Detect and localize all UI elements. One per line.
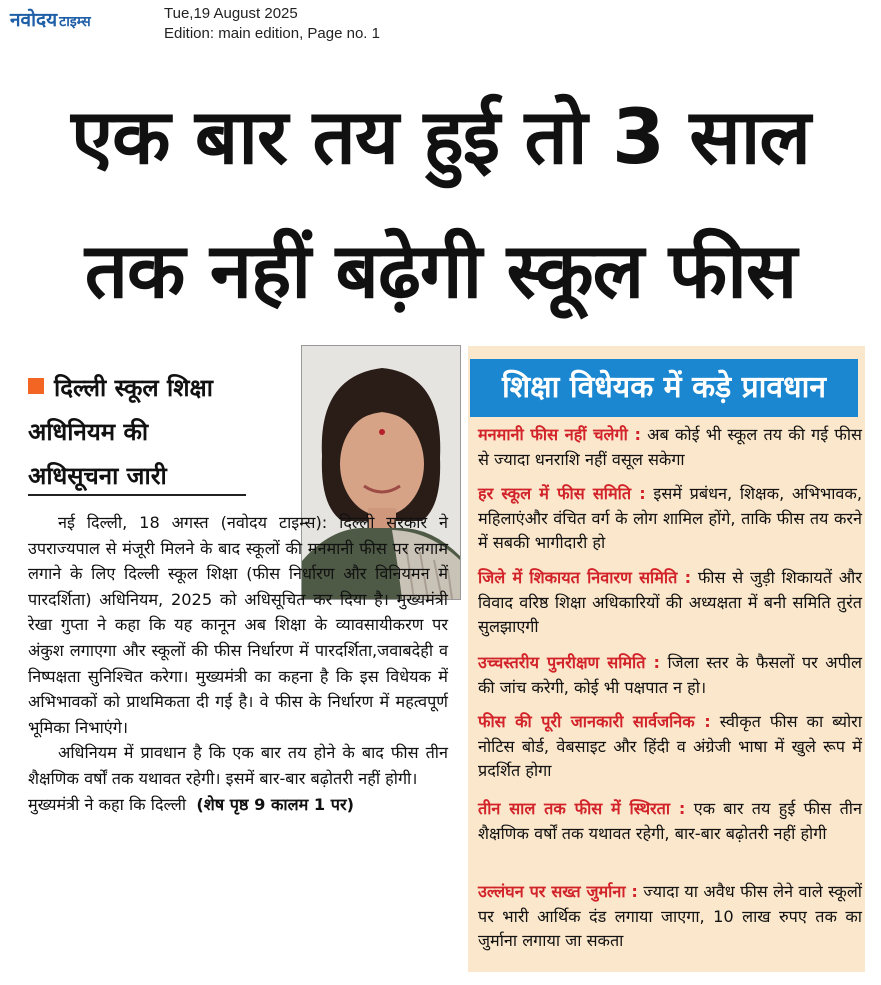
provision-label: फीस की पूरी जानकारी सार्वजनिक : bbox=[478, 712, 711, 731]
logo-sub-text: टाइम्स bbox=[59, 14, 91, 30]
headline-line-1: एक बार तय हुई तो 3 साल bbox=[71, 92, 810, 181]
provision-text: अब कोई भी स्कूल तय की गई फीस से ज्यादा धनराशि नहीं वसूल सकेगा bbox=[478, 425, 862, 469]
provision-text: जिला स्तर के फैसलों पर अपील की जांच करेगी, कोई भी पक्षपात न हो। bbox=[478, 653, 862, 697]
provision-item bbox=[478, 797, 862, 846]
issue-date: Tue,19 August 2025 bbox=[164, 5, 298, 22]
article-paragraph: अधिनियम में प्रावधान है कि एक बार तय होने के बाद फीस तीन शैक्षणिक वर्षों तक यथावत रहेगी। इसमें बार-बार बढ़ोतरी नहीं होगी। bbox=[28, 743, 448, 788]
subheadline-line-1: दिल्ली स्कूल शिक्षा bbox=[54, 374, 213, 402]
provision-item bbox=[478, 482, 862, 556]
provision-label: हर स्कूल में फीस समिति : bbox=[478, 484, 646, 503]
provision-text: इसमें प्रबंधन, शिक्षक, अभिभावक, महिलाएंऔर वंचित वर्ग के लोग शामिल होंगे, ताकि फीस तय करने में सबकी भागीदारी हो bbox=[478, 484, 862, 553]
edition-page: Edition: main edition, Page no. 1 bbox=[164, 25, 380, 42]
provision-text: ज्यादा या अवैध फीस लेने वाले स्कूलों पर भारी आर्थिक दंड लगाया जाएगा, 10 लाख रुपए तक का जुर्माना लगाया जा सकता bbox=[478, 882, 862, 951]
article-body bbox=[28, 510, 448, 817]
headline-line-2: तक नहीं बढ़ेगी स्कूल फीस bbox=[84, 226, 797, 315]
article-paragraph: नई दिल्ली, 18 अगस्त (नवोदय टाइम्स): दिल्ली सरकार ने उपराज्यपाल से मंजूरी मिलने के बाद स्कूलों की मनमानी फीस पर लगाम लगाने के लिए दिल्ली स्कूल शिक्षा (फीस निर्धारण और विनियमन में पारदर्शिता) अधिनियम, 2025 को अधिसूचित कर दिया है। मुख्यमंत्री रेखा गुप्ता ने कहा कि यह कानून अब शिक्षा के व्यावसायीकरण पर अंकुश लगाएगा और स्कूलों की फीस निर्धारण में पारदर्शिता,जवाबदेही व निष्पक्षता सुनिश्चित करेगा। मुख्यमंत्री का कहना है कि इस विधेयक में अभिभावकों को प्राथमिकता दी गई है। वे फीस के निर्धारण में महत्वपूर्ण भूमिका निभाएंगे। bbox=[28, 513, 448, 737]
edition-info bbox=[164, 4, 380, 44]
newspaper-logo[interactable] bbox=[10, 6, 91, 32]
headline bbox=[0, 70, 881, 338]
orange-bullet-icon bbox=[28, 378, 44, 394]
provision-text: फीस से जुड़ी शिकायतें और विवाद वरिष्ठ शिक्षा अधिकारियों की अध्यक्षता में बनी समिति तुरंत सुलझाएगी bbox=[478, 568, 862, 637]
provision-item bbox=[478, 880, 862, 954]
provision-label: उच्चस्तरीय पुनरीक्षण समिति : bbox=[478, 653, 660, 672]
provision-label: उल्लंघन पर सख्त जुर्माना : bbox=[478, 882, 638, 901]
divider bbox=[28, 494, 246, 496]
continued-reference: (शेष पृष्ठ 9 कालम 1 पर) bbox=[196, 794, 355, 814]
subheadline bbox=[28, 366, 258, 498]
article-paragraph: मुख्यमंत्री ने कहा कि दिल्ली (शेष पृष्ठ 9 कालम 1 पर) bbox=[28, 794, 355, 814]
provision-text: स्वीकृत फीस का ब्योरा नोटिस बोर्ड, वेबसाइट और हिंदी व अंग्रेजी भाषा में खुले रूप में प्रदर्शित होगा bbox=[478, 712, 862, 781]
provision-item bbox=[478, 651, 862, 700]
provisions-box-title: शिक्षा विधेयक में कड़े प्रावधान bbox=[470, 359, 858, 417]
provision-text: एक बार तय हुई फीस तीन शैक्षणिक वर्षों तक यथावत रहेगी, बार-बार बढ़ोतरी नहीं होगी bbox=[478, 799, 862, 843]
masthead bbox=[0, 0, 881, 48]
logo-main-text: नवोदय bbox=[10, 9, 58, 31]
provision-item bbox=[478, 566, 862, 640]
subheadline-line-2: अधिनियम की bbox=[28, 418, 149, 446]
provision-item bbox=[478, 710, 862, 784]
provision-label: मनमानी फीस नहीं चलेगी : bbox=[478, 425, 641, 444]
provision-label: तीन साल तक फीस में स्थिरता : bbox=[478, 799, 686, 818]
subheadline-line-3: अधिसूचना जारी bbox=[28, 462, 167, 490]
provision-label: जिले में शिकायत निवारण समिति : bbox=[478, 568, 692, 587]
provision-item bbox=[478, 423, 862, 472]
